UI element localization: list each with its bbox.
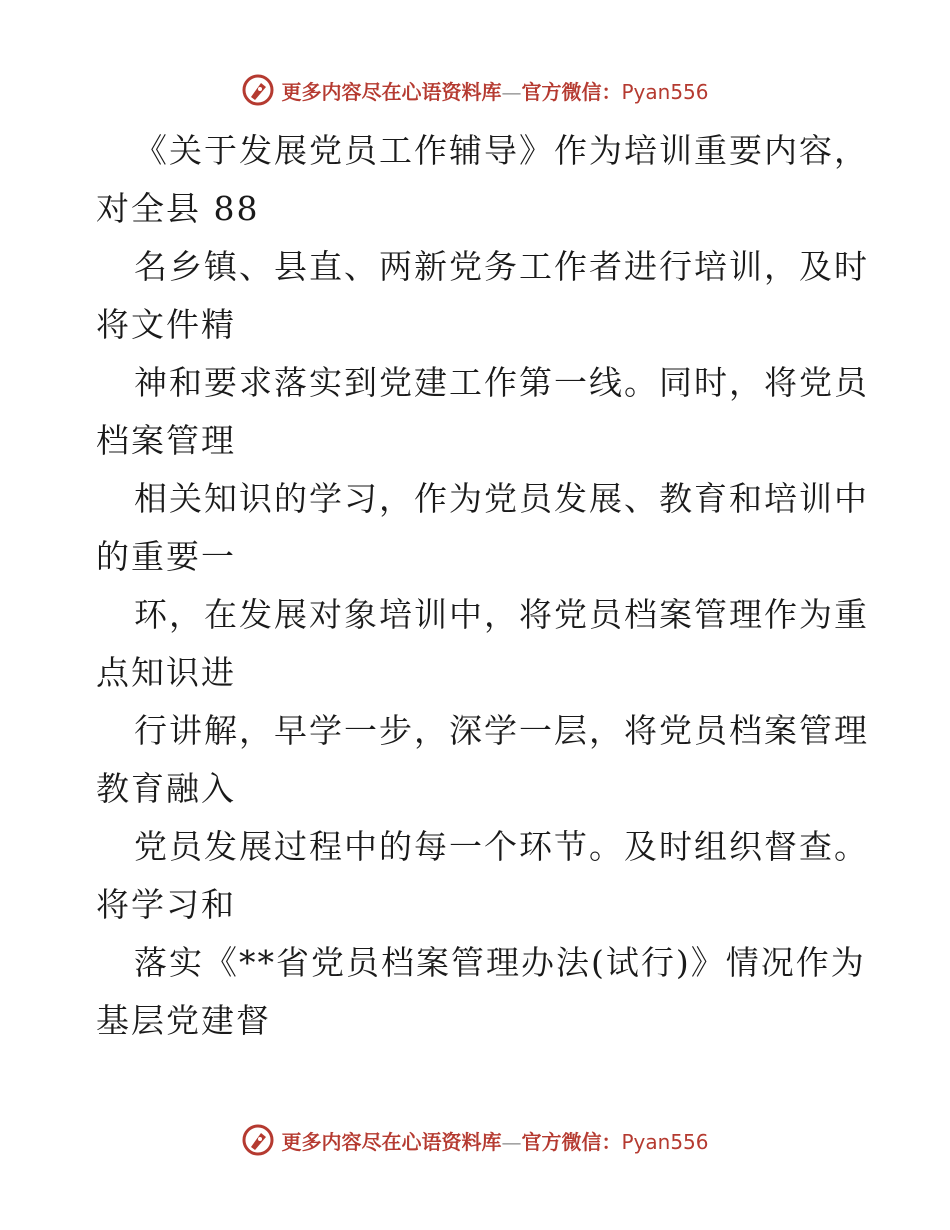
pen-nib-logo-icon bbox=[241, 73, 275, 107]
body-line: 环，在发展对象培训中，将党员档案管理作为重 bbox=[134, 595, 869, 634]
header-watermark bbox=[0, 70, 950, 110]
body-line: 基层党建督 bbox=[96, 1001, 271, 1040]
body-line: 党员发展过程中的每一个环节。及时组织督查。 bbox=[134, 827, 869, 866]
body-line: 点知识进 bbox=[96, 653, 236, 692]
pen-nib-logo-icon bbox=[241, 1123, 275, 1157]
footer-watermark bbox=[0, 1120, 950, 1160]
body-line: 将学习和 bbox=[96, 885, 236, 924]
body-line: 对全县 88 bbox=[96, 189, 260, 228]
body-line: 神和要求落实到党建工作第一线。同时，将党员 bbox=[134, 363, 869, 402]
body-line: 落实《**省党员档案管理办法(试行)》情况作为 bbox=[134, 943, 866, 982]
body-line: 行讲解，早学一步，深学一层，将党员档案管理 bbox=[134, 711, 869, 750]
body-line: 教育融入 bbox=[96, 769, 236, 808]
body-line: 档案管理 bbox=[96, 421, 236, 460]
body-line: 相关知识的学习，作为党员发展、教育和培训中 bbox=[134, 479, 869, 518]
body-line: 的重要一 bbox=[96, 537, 236, 576]
watermark-text: 更多内容尽在心语资料库—官方微信：Pyan556 bbox=[281, 79, 709, 104]
watermark-text: 更多内容尽在心语资料库—官方微信：Pyan556 bbox=[281, 1129, 709, 1154]
body-line: 《关于发展党员工作辅导》作为培训重要内容， bbox=[134, 131, 869, 170]
body-line: 将文件精 bbox=[96, 305, 236, 344]
document-body bbox=[96, 122, 869, 1050]
body-line: 名乡镇、县直、两新党务工作者进行培训，及时 bbox=[134, 247, 869, 286]
